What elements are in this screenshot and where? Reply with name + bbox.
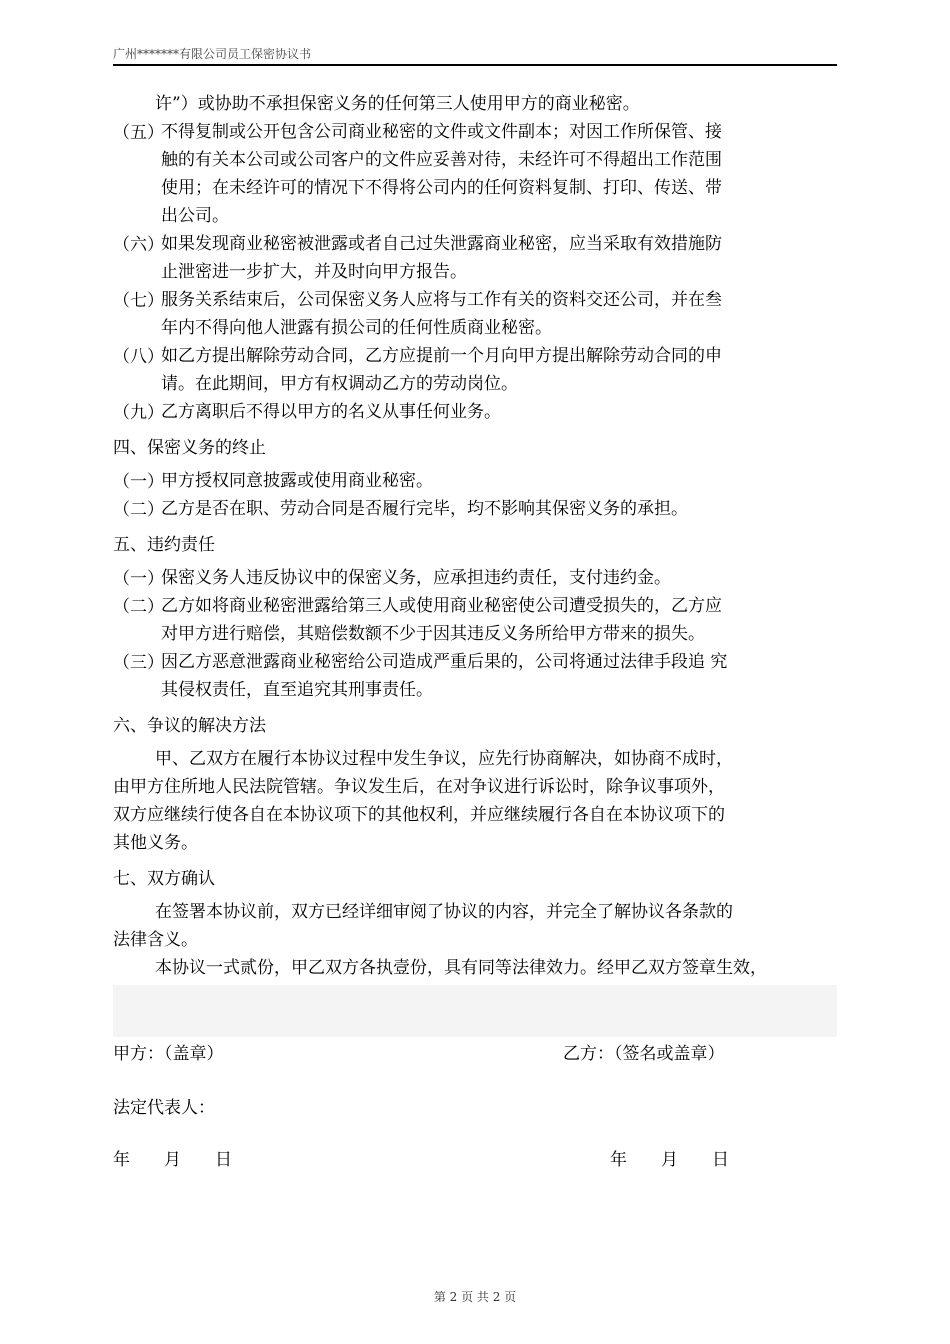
clause-text-line: 出公司。 — [161, 206, 229, 226]
clause-text — [161, 495, 837, 523]
party-a-label: 甲方：（盖章） — [113, 1044, 224, 1064]
section-4-title: 四、保密义务的终止 — [113, 438, 266, 458]
clause-text-line: 甲方授权同意披露或使用商业秘密。 — [161, 471, 433, 491]
clause-item — [113, 592, 837, 648]
clause-text — [161, 398, 837, 426]
section-7-paragraph-1 — [113, 898, 837, 954]
clause-text-line: 因乙方恶意泄露商业秘密给公司造成严重后果的，公司将通过法律手段追 究 — [161, 652, 728, 672]
clause-text-line: 如果发现商业秘密被泄露或者自己过失泄露商业秘密，应当采取有效措施防 — [161, 234, 722, 254]
clause-text-line: 年内不得向他人泄露有损公司的任何性质商业秘密。 — [161, 318, 552, 338]
clause-text — [161, 564, 837, 592]
clause-number: （九） — [113, 403, 164, 423]
clause-text-line: 乙方是否在职、劳动合同是否履行完毕，均不影响其保密义务的承担。 — [161, 499, 688, 519]
clause-text — [161, 342, 837, 398]
clause-number: （六） — [113, 235, 164, 255]
clause-text — [161, 118, 837, 230]
page-footer: 第 2 页 共 2 页 — [433, 1290, 517, 1304]
shaded-band — [113, 985, 837, 1037]
clause-number: （一） — [113, 472, 164, 492]
section-4-items — [113, 467, 837, 523]
header-rule — [113, 64, 837, 66]
clause-text — [161, 286, 837, 342]
clause-text — [161, 648, 837, 704]
clause-text-line: 止泄密进一步扩大，并及时向甲方报告。 — [161, 262, 467, 282]
clause-item — [113, 398, 837, 426]
paragraph-line: 在签署本协议前，双方已经详细审阅了协议的内容，并完全了解协议各条款的 — [155, 902, 733, 922]
paragraph-line: 双方应继续行使各自在本协议项下的其他权利，并应继续履行各自在本协议项下的 — [113, 805, 725, 825]
paragraph-line: 法律含义。 — [113, 930, 198, 950]
clause-number: （一） — [113, 569, 164, 589]
clause-text-line: 请。在此期间，甲方有权调动乙方的劳动岗位。 — [161, 374, 518, 394]
section-5-title: 五、违约责任 — [113, 535, 215, 555]
document-body — [113, 90, 837, 1010]
section-6-paragraph — [113, 745, 837, 857]
date-a: 年 月 日 — [113, 1150, 232, 1170]
paragraph-line: 其他义务。 — [113, 833, 198, 853]
clause-text — [161, 230, 837, 286]
clause-text-line: 使用；在未经许可的情况下不得将公司内的任何资料复制、打印、传送、带 — [161, 178, 722, 198]
date-b: 年 月 日 — [610, 1150, 729, 1170]
clause-text-line: 对甲方进行赔偿，其赔偿数额不少于因其违反义务所给甲方带来的损失。 — [161, 624, 705, 644]
paragraph-line: 本协议一式贰份，甲乙双方各执壹份，具有同等法律效力。经甲乙双方签章生效， — [155, 958, 767, 978]
section-6-title: 六、争议的解决方法 — [113, 716, 266, 736]
continuation-line: 许”）或协助不承担保密义务的任何第三人使用甲方的商业秘密。 — [155, 94, 640, 114]
clause-item — [113, 564, 837, 592]
clause-number: （二） — [113, 597, 164, 617]
document-header: 广州*******有限公司员工保密协议书 — [113, 47, 312, 61]
clause-item — [113, 342, 837, 398]
clause-number: （七） — [113, 291, 164, 311]
clause-number: （二） — [113, 500, 164, 520]
clause-text-line: 乙方如将商业秘密泄露给第三人或使用商业秘密使公司遭受损失的，乙方应 — [161, 596, 722, 616]
clause-text — [161, 467, 837, 495]
clause-text-line: 服务关系结束后，公司保密义务人应将与工作有关的资料交还公司，并在叁 — [161, 290, 722, 310]
party-b-label: 乙方：（签名或盖章） — [563, 1044, 725, 1064]
items-a — [113, 118, 837, 426]
clause-item — [113, 648, 837, 704]
clause-number: （五） — [113, 123, 164, 143]
clause-number: （三） — [113, 653, 164, 673]
paragraph-line: 由甲方住所地人民法院管辖。争议发生后，在对争议进行诉讼时，除争议事项外， — [113, 777, 725, 797]
clause-text-line: 如乙方提出解除劳动合同，乙方应提前一个月向甲方提出解除劳动合同的申 — [161, 346, 722, 366]
section-7-title: 七、双方确认 — [113, 869, 215, 889]
clause-item — [113, 286, 837, 342]
clause-item — [113, 495, 837, 523]
section-5-items — [113, 564, 837, 704]
paragraph-line: 甲、乙双方在履行本协议过程中发生争议，应先行协商解决，如协商不成时， — [155, 749, 733, 769]
clause-text-line: 触的有关本公司或公司客户的文件应妥善对待，未经许可不得超出工作范围 — [161, 150, 722, 170]
clause-item — [113, 230, 837, 286]
clause-text-line: 不得复制或公开包含公司商业秘密的文件或文件副本；对因工作所保管、接 — [161, 122, 722, 142]
legal-representative-label: 法定代表人： — [113, 1098, 215, 1118]
clause-text-line: 保密义务人违反协议中的保密义务，应承担违约责任，支付违约金。 — [161, 568, 671, 588]
clause-number: （八） — [113, 347, 164, 367]
clause-text-line: 其侵权责任，直至追究其刑事责任。 — [161, 680, 433, 700]
clause-text-line: 乙方离职后不得以甲方的名义从事任何业务。 — [161, 402, 501, 422]
clause-item — [113, 118, 837, 230]
clause-text — [161, 592, 837, 648]
clause-item — [113, 467, 837, 495]
